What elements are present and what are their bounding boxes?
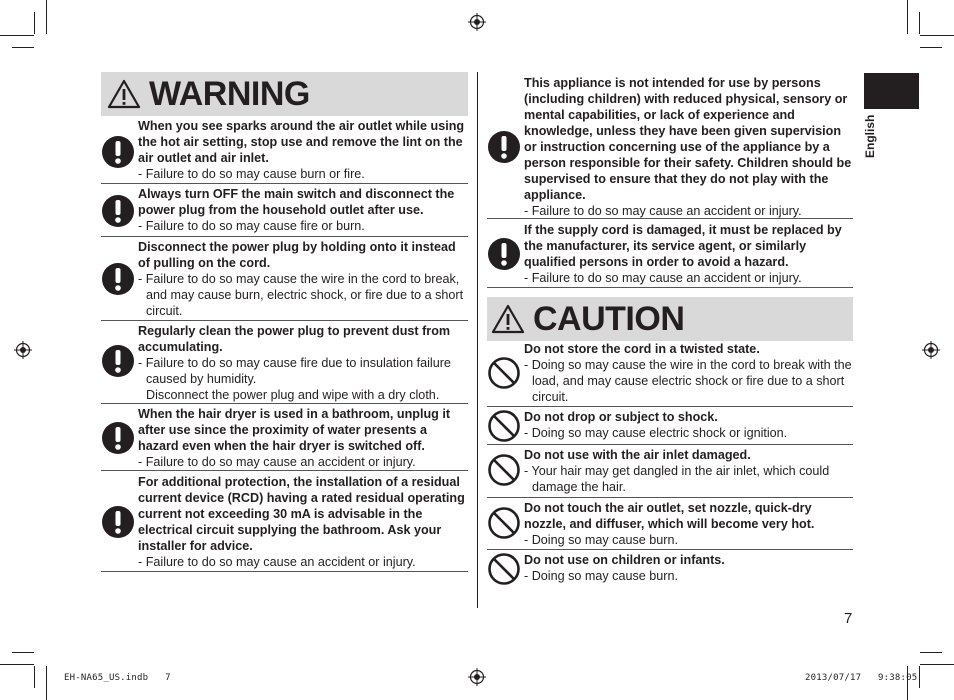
warning-item-detail: - Failure to do so may cause fire due to insulation failure caused by humidity. <box>138 356 451 386</box>
caution-item-heading: Do not touch the air outlet, set nozzle, quick-dry nozzle, and diffuser, which will become very hot. <box>524 501 815 531</box>
caution-item <box>487 409 853 445</box>
warning-item-heading: When you see sparks around the air outlet while using the hot air setting, stop use and remove the lint on the air outlet and air inlet. <box>138 119 465 165</box>
prohibited-icon <box>487 506 521 540</box>
warning-item-heading: If the supply cord is damaged, it must be replaced by the manufacturer, its service agent, or similarly qualified persons in order to avoid a hazard. <box>524 223 842 269</box>
mandatory-icon <box>101 262 135 296</box>
footer-file-info: EH-NA65_US.indb 7 <box>64 673 171 683</box>
warning-item <box>101 239 468 321</box>
crop-mark <box>34 12 35 34</box>
warning-item-detail: - Failure to do so may cause the wire in the cord to break, and may cause burn, electric shock, or fire due to a short circuit. <box>138 272 464 318</box>
prohibited-icon <box>487 552 521 586</box>
warning-title: WARNING <box>149 75 310 113</box>
warning-item-heading: Regularly clean the power plug to prevent dust from accumulating. <box>138 324 451 354</box>
registration-mark-icon <box>14 341 32 359</box>
prohibited-icon <box>487 409 521 443</box>
warning-item-detail: - Failure to do so may cause an accident or injury. <box>138 455 416 469</box>
caution-header <box>487 297 853 341</box>
crop-mark <box>919 12 920 34</box>
caution-item-detail: - Doing so may cause burn. <box>524 569 678 583</box>
column-divider <box>477 72 478 608</box>
caution-item-heading: Do not use on children or infants. <box>524 553 725 567</box>
crop-mark <box>12 652 34 653</box>
caution-item <box>487 341 853 407</box>
warning-item-heading: Always turn OFF the main switch and disconnect the power plug from the household outlet after use. <box>138 187 455 217</box>
warning-item-heading: When the hair dryer is used in a bathroom, unplug it after use since the proximity of water presents a hazard even when the hair dryer is switched off. <box>138 407 451 453</box>
warning-item <box>487 222 853 288</box>
crop-mark <box>907 666 908 700</box>
registration-mark-icon <box>922 341 940 359</box>
caution-item-detail: - Doing so may cause electric shock or ignition. <box>524 426 788 440</box>
crop-mark <box>12 47 34 48</box>
page-number: 7 <box>844 610 853 627</box>
warning-item <box>101 186 468 237</box>
warning-item-detail: - Failure to do so may cause burn or fire. <box>138 167 365 181</box>
crop-mark <box>919 666 920 688</box>
warning-triangle-icon <box>107 79 141 109</box>
warning-item-detail: - Failure to do so may cause an accident or injury. <box>138 555 416 569</box>
crop-mark <box>34 666 35 688</box>
caution-item <box>487 500 853 550</box>
crop-mark <box>920 47 942 48</box>
caution-item-heading: Do not store the cord in a twisted state. <box>524 342 760 356</box>
registration-mark-icon <box>468 668 486 686</box>
crop-mark <box>46 0 47 34</box>
footer-timestamp: 2013/07/17 9:38:05 <box>805 673 918 683</box>
crop-mark <box>920 652 942 653</box>
crop-mark <box>0 664 34 665</box>
mandatory-icon <box>101 505 135 539</box>
language-tab-label: English <box>863 114 877 158</box>
caution-item-heading: Do not use with the air inlet damaged. <box>524 448 751 462</box>
prohibited-icon <box>487 356 521 390</box>
warning-item-detail: - Failure to do so may cause an accident or injury. <box>524 271 802 285</box>
caution-item-detail: - Your hair may get dangled in the air inlet, which could damage the hair. <box>524 464 830 494</box>
warning-item <box>101 474 468 572</box>
warning-item-heading: Disconnect the power plug by holding onto it instead of pulling on the cord. <box>138 240 456 270</box>
mandatory-icon <box>487 130 521 164</box>
crop-mark <box>907 0 908 34</box>
warning-item-detail: - Failure to do so may cause an accident or injury. <box>524 204 802 218</box>
mandatory-icon <box>101 421 135 455</box>
warning-item-heading: This appliance is not intended for use by persons (including children) with reduced physical, sensory or mental capabilities, or lack of experience and knowledge, unless they have been given supervision or instruction concerning use of the appliance by a person responsible for their safety. Children should be supervised to ensure that they do not play with the appliance. <box>524 76 852 202</box>
warning-item-detail: - Failure to do so may cause fire or burn. <box>138 219 365 233</box>
warning-item <box>101 406 468 471</box>
warning-item <box>101 118 468 184</box>
caution-item-heading: Do not drop or subject to shock. <box>524 410 718 424</box>
prohibited-icon <box>487 453 521 487</box>
crop-mark <box>920 664 954 665</box>
warning-item <box>101 323 468 404</box>
mandatory-icon <box>101 194 135 228</box>
warning-header <box>101 72 468 116</box>
warning-item-extra: Disconnect the power plug and wipe with a dry cloth. <box>146 388 440 402</box>
warning-item <box>487 75 853 219</box>
caution-item <box>487 447 853 498</box>
caution-title: CAUTION <box>533 300 685 338</box>
caution-item <box>487 552 853 587</box>
mandatory-icon <box>101 135 135 169</box>
caution-item-detail: - Doing so may cause burn. <box>524 533 678 547</box>
registration-mark-icon <box>468 13 486 31</box>
mandatory-icon <box>487 237 521 271</box>
mandatory-icon <box>101 344 135 378</box>
caution-triangle-icon <box>491 304 525 334</box>
warning-item-heading: For additional protection, the installation of a residual current device (RCD) having a rated residual operating current not exceeding 30 mA is advisable in the electrical circuit supplying the bathroom. Ask your installer for advice. <box>138 475 465 553</box>
caution-item-detail: - Doing so may cause the wire in the cord to break with the load, and may cause electric shock or fire due to a short circuit. <box>524 358 852 404</box>
crop-mark <box>920 35 954 36</box>
crop-mark <box>46 666 47 700</box>
language-tab <box>864 73 919 109</box>
crop-mark <box>0 35 34 36</box>
